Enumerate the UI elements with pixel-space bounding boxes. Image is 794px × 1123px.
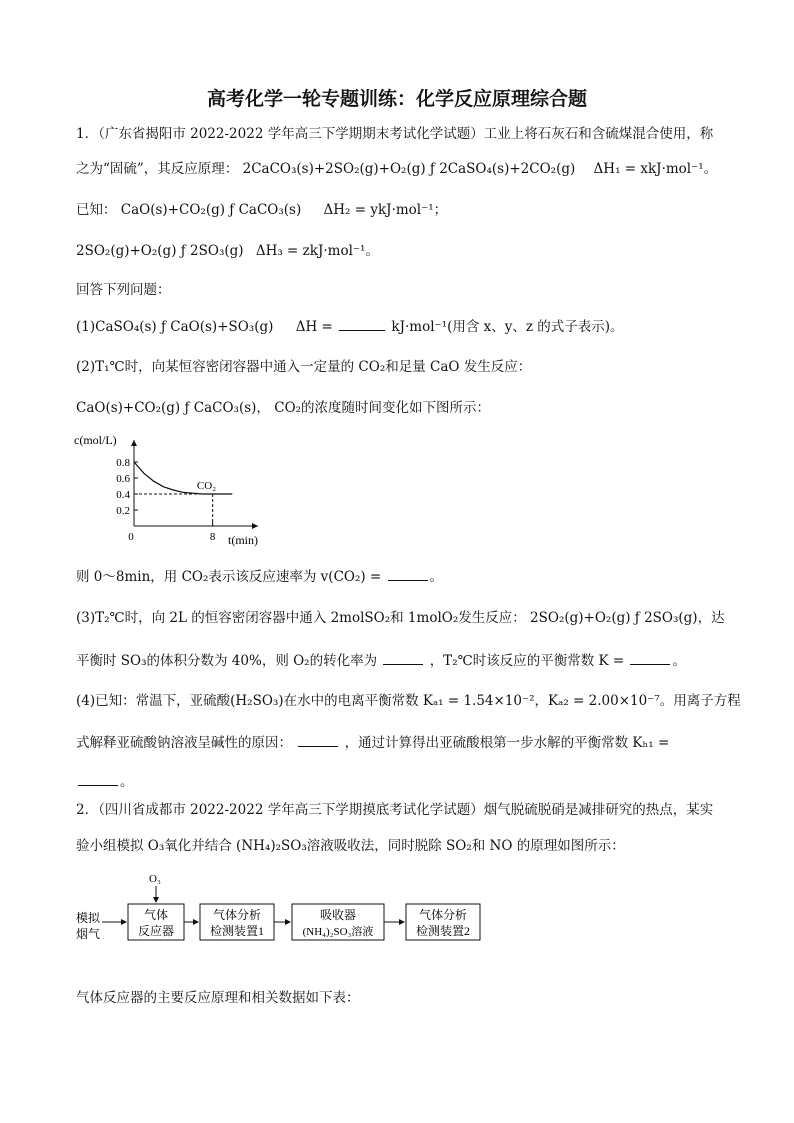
q1-main-equation: 2CaCO₃(s)+2SO₂(g)+O₂(g) ƒ 2CaSO₄(s)+2CO₂(g): [242, 161, 576, 177]
q1-part4-c: 。: [120, 774, 134, 790]
x-axis-arrow: [252, 523, 258, 529]
q1-known-line-2: [76, 241, 379, 261]
q1-part3-b2: ，T₂℃时该反应的平衡常数 K =: [429, 653, 625, 669]
co2-series-label: CO₂: [196, 480, 217, 492]
q1-intro-a: 1．（广东省揭阳市 2022-2022 学年高三下学期期末考试化学试题）工业上将石灰石和含硫煤混合使用，称: [76, 126, 714, 142]
y-tick-label: 0.4: [116, 489, 130, 501]
q2-table-intro: 气体反应器的主要反应原理和相关数据如下表：: [76, 990, 360, 1006]
q1-known-equation-1: CaO(s)+CO₂(g) ƒ CaCO₃(s): [120, 202, 302, 218]
analyzer-2-label-1: 气体分析: [418, 908, 468, 922]
q1-part1: [76, 316, 624, 337]
q1-dh1: ΔH₁ = xkJ·mol⁻¹: [593, 161, 704, 177]
gas-reactor-label-1: 气体: [143, 908, 169, 922]
q1-part3-b1: 平衡时 SO₃的体积分数为 40%，则 O₂的转化率为: [76, 653, 378, 669]
absorber-label-2: (NH₄)₂SO₃溶液: [302, 926, 374, 938]
y-tick-label: 0.2: [116, 505, 130, 517]
q1-dh2: ΔH₂ = ykJ·mol⁻¹: [323, 202, 434, 218]
q1-part1-answer-blank[interactable]: [339, 316, 385, 331]
analyzer-1-label-1: 气体分析: [212, 908, 262, 922]
o3-label: O₃: [149, 873, 161, 885]
q1-part2-tail: CO₂的浓度随时间变化如下图所示：: [274, 400, 491, 416]
q1-intro-line-1: [76, 124, 713, 144]
q1-part1-equation: (1)CaSO₄(s) ƒ CaO(s)+SO₃(g): [76, 319, 274, 335]
q1-part2-line-2: [76, 398, 490, 418]
x-axis-label: t(min): [228, 533, 258, 547]
q1-part4-line-2: [76, 732, 669, 753]
q1-intro-b: 之为“固硫”，其反应原理：: [76, 161, 239, 177]
y-axis-label: c(mol/L): [74, 433, 117, 447]
q1-part3-k-blank[interactable]: [630, 650, 670, 665]
y-axis-arrow: [131, 440, 137, 446]
q1-part3-line-1: [76, 608, 725, 628]
q1-part2-line-1: (2)T₁℃时，向某恒容密闭容器中通入一定量的 CO₂和足量 CaO 发生反应：: [76, 359, 532, 375]
q1-part4-b1: 式解释亚硫酸钠溶液呈碱性的原因：: [76, 735, 292, 751]
co2-concentration-chart: [72, 432, 272, 550]
inlet-label-1: 模拟: [76, 911, 101, 925]
page-title: 高考化学一轮专题训练：化学反应原理综合题: [206, 88, 587, 110]
q1-part2-equation: CaO(s)+CO₂(g) ƒ CaCO₃(s)，: [76, 400, 270, 416]
inlet-label-2: 烟气: [76, 927, 101, 941]
q1-part4-kh1-blank[interactable]: [78, 771, 118, 786]
y-tick-label: 0.8: [116, 457, 130, 469]
q1-end-c: 。: [365, 243, 379, 259]
q1-part3-line-2: [76, 650, 686, 671]
q1-part3-conversion-blank[interactable]: [383, 650, 423, 665]
analyzer-2-label-2: 检测装置2: [415, 924, 471, 938]
q1-part2-rate-blank[interactable]: [388, 566, 428, 581]
q1-part4-equation-blank[interactable]: [298, 732, 338, 747]
y-tick-label: 0.6: [116, 473, 130, 485]
q1-part2-rate-end: 。: [429, 569, 444, 585]
q1-part3-b3: 。: [672, 653, 686, 669]
x-tick-label: 8: [209, 531, 216, 543]
q2-intro-line-1: 2．（四川省成都市 2022-2022 学年高三下学期摸底考试化学试题）烟气脱硫脱硝是减排研究的热点，某实: [76, 802, 714, 818]
absorber-label-1: 吸收器: [319, 908, 357, 922]
analyzer-1-label-2: 检测装置1: [209, 924, 265, 938]
q1-end-b: ；: [433, 202, 448, 218]
q1-part1-tail: kJ·mol⁻¹(用含 x、y、z 的式子表示)。: [391, 319, 624, 335]
q1-part2-rate: [76, 566, 443, 587]
q1-known-equation-2: 2SO₂(g)+O₂(g) ƒ 2SO₃(g): [76, 243, 244, 259]
q1-part4-b2: ，通过计算得出亚硫酸根第一步水解的平衡常数 Kₕ₁ =: [344, 735, 670, 751]
q1-part2-rate-text: 则 0～8min，用 CO₂表示该反应速率为 v(CO₂) =: [76, 569, 382, 585]
q1-part4-line-3: [76, 771, 134, 792]
x-tick-label: 0: [128, 531, 134, 543]
q1-dh3: ΔH₃ = zkJ·mol⁻¹: [255, 243, 366, 259]
q2-intro-line-2: 验小组模拟 O₃氧化并结合 (NH₄)₂SO₃溶液吸收法，同时脱除 SO₂和 NO 的原理如图所示：: [76, 838, 625, 854]
co2-curve: [134, 462, 232, 494]
flue-gas-flow-diagram: [70, 868, 490, 948]
q1-intro-line-2: [76, 159, 717, 179]
q1-known-label: 已知：: [76, 202, 117, 218]
gas-reactor-label-2: 反应器: [137, 924, 175, 938]
q1-part3-a: (3)T₂℃时，向 2L 的恒容密闭容器中通入 2molSO₂和 1molO₂发生反应：: [76, 610, 526, 626]
q1-part4-line-1: (4)已知：常温下，亚硫酸(H₂SO₃)在水中的电离平衡常数 Kₐ₁ = 1.54×10⁻²，Kₐ₂ = 2.00×10⁻⁷。用离子方程: [76, 693, 741, 709]
q1-answer-prompt: 回答下列问题：: [76, 282, 171, 298]
q1-known-line-1: [76, 200, 447, 220]
q1-end-a: 。: [703, 161, 718, 177]
q1-part1-dh: ΔH =: [295, 319, 333, 335]
q1-part3-equation: 2SO₂(g)+O₂(g) ƒ 2SO₃(g)，达: [530, 610, 725, 626]
